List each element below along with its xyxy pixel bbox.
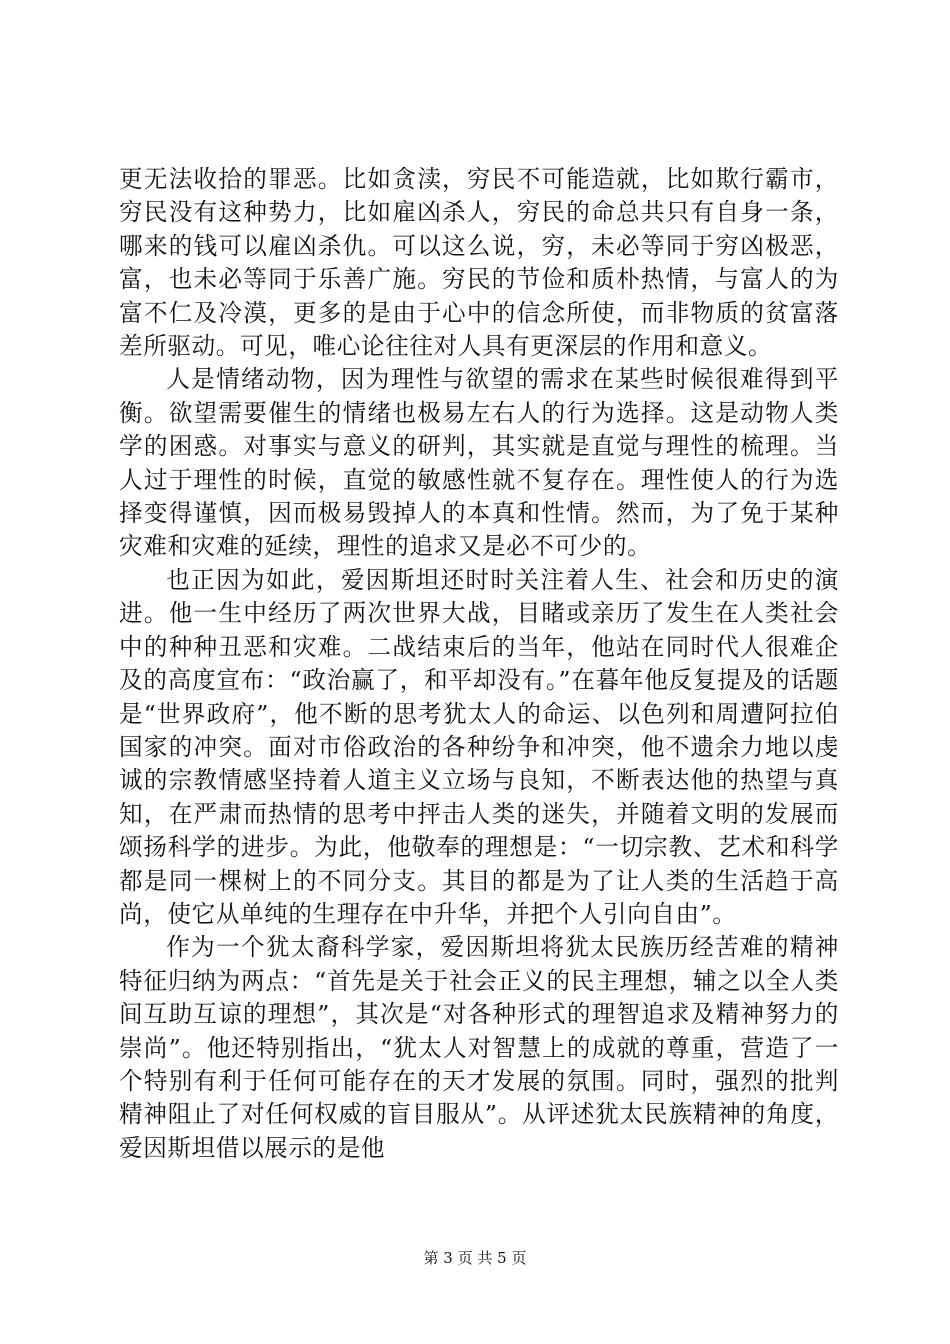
paragraph-3: 也正因为如此，爱因斯坦还时时关注着人生、社会和历史的演进。他一生中经历了两次世界大战，目睹或亲历了发生在人类社会中的种种丑恶和灾难。二战结束后的当年，他站在同时代人很难企及的高度宣布：“政治赢了，和平却没有。”在暮年他反复提及的话题是“世界政府”，他不断的思考犹太人的命运、以色列和周遭阿拉伯国家的冲突。面对市俗政治的各种纷争和冲突，他不遗余力地以虔诚的宗教情感坚持着人道主义立场与良知，不断表达他的热望与真知，在严肃而热情的思考中抨击人类的迷失，并随着文明的发展而颂扬科学的进步。为此，他敬奉的理想是：“一切宗教、艺术和科学都是同一棵树上的不同分支。其目的都是为了让人类的生活趋于高尚，使它从单纯的生理存在中升华，并把个人引向自由”。 [119,565,839,928]
page-number-footer: 第 3 页 共 5 页 [423,1249,527,1267]
body-text [119,163,839,1165]
paragraph-2: 人是情绪动物，因为理性与欲望的需求在某些时候很难得到平衡。欲望需要催生的情绪也极易左右人的行为选择。这是动物人类学的困惑。对事实与意义的研判，其实就是直觉与理性的梳理。当人过于理性的时候，直觉的敏感性就不复存在。理性使人的行为选择变得谨慎，因而极易毁掉人的本真和性情。然而，为了免于某种灾难和灾难的延续，理性的追求又是必不可少的。 [119,365,839,561]
paragraph-1: 更无法收拾的罪恶。比如贪渎，穷民不可能造就，比如欺行霸市，穷民没有这种势力，比如雇凶杀人，穷民的命总共只有自身一条，哪来的钱可以雇凶杀仇。可以这么说，穷，未必等同于穷凶极恶，富，也未必等同于乐善广施。穷民的节俭和质朴热情，与富人的为富不仁及冷漠，更多的是由于心中的信念所使，而非物质的贫富落差所驱动。可见，唯心论往往对人具有更深层的作用和意义。 [119,165,839,361]
paragraph-4: 作为一个犹太裔科学家，爱因斯坦将犹太民族历经苦难的精神特征归纳为两点：“首先是关于社会正义的民主理想，辅之以全人类间互助互谅的理想”，其次是“对各种形式的理智追求及精神努力的崇尚”。他还特别指出，“犹太人对智慧上的成就的尊重，营造了一个特别有利于任何可能存在的天才发展的氛围。同时，强烈的批判精神阻止了对任何权威的盲目服从”。从评述犹太民族精神的角度，爱因斯坦借以展示的是他 [119,933,839,1162]
